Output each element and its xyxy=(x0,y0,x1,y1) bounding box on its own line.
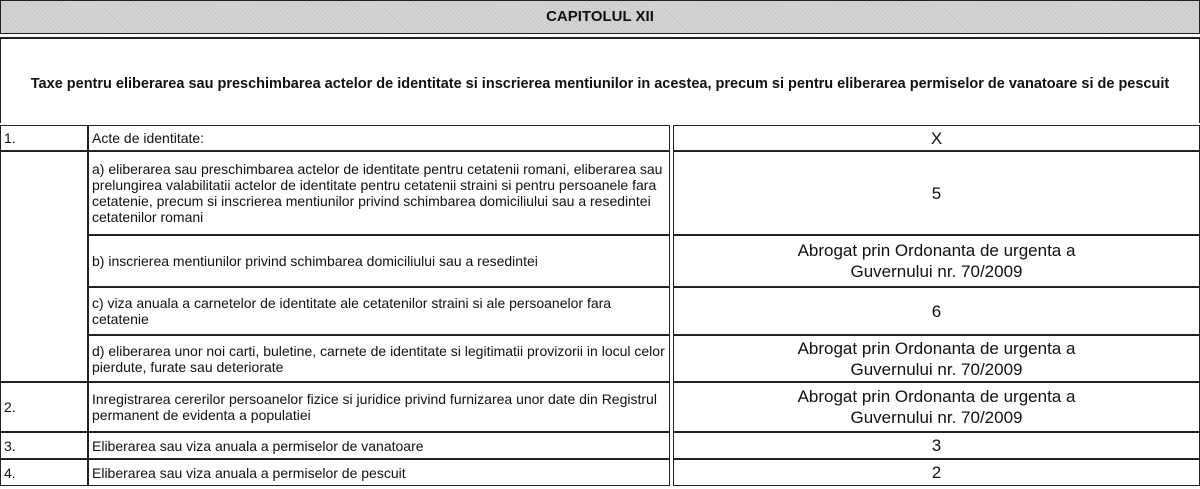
row-fee-value xyxy=(673,235,1200,287)
row-description-text: Inregistrarea cererilor persoanelor fizice si juridice privind furnizarea unor date din Registrul permanent de evidenta a populatiei xyxy=(92,391,657,423)
row-number: 2. xyxy=(0,382,88,432)
row-description xyxy=(88,382,670,432)
row-fee-value-text: Abrogat prin Ordonanta de urgenta a Guvernului nr. 70/2009 xyxy=(797,338,1076,379)
row-fee-value-text: 2 xyxy=(931,463,942,482)
row-description xyxy=(88,335,670,382)
row-description xyxy=(88,287,670,335)
row-fee-value xyxy=(673,459,1200,486)
row-fee-value-text: Abrogat prin Ordonanta de urgenta a Guvernului nr. 70/2009 xyxy=(797,387,1076,427)
row-number: 1. xyxy=(0,125,88,151)
row-number: 3. xyxy=(0,432,88,459)
row-description xyxy=(88,459,670,486)
row-description xyxy=(88,432,670,459)
row-fee-value xyxy=(673,125,1200,151)
row-number xyxy=(0,151,88,382)
row-fee-value-text: X xyxy=(930,128,943,148)
row-fee-value-text: 5 xyxy=(931,183,942,203)
row-description-text: a) eliberarea sau preschimbarea actelor de identitate pentru cetatenii romani, eliberarea sau prelungirea valabilitatii actelor de identitate pentru cetatenii straini si pentru persoanele fara cetatenie, precum si inscrierea mentiunilor privind schimbarea domiciliului sau a resedintei cetatenilor romani xyxy=(92,161,663,225)
row-description xyxy=(88,235,670,287)
row-fee-value xyxy=(673,335,1200,382)
row-description-text: Eliberarea sau viza anuala a permiselor de vanatoare xyxy=(92,437,424,454)
row-number: 4. xyxy=(0,459,88,486)
title-area xyxy=(0,37,1200,123)
row-description-text: c) viza anuala a carnetelor de identitate ale cetatenilor straini si ale persoanelor fara cetatenie xyxy=(92,295,612,327)
row-fee-value xyxy=(673,382,1200,432)
row-description-text: d) eliberarea unor noi carti, buletine, carnete de identitate si legitimatii provizorii in locul celor pierdute, furate sau deteriorate xyxy=(92,342,665,375)
row-description-text: b) inscrierea mentiunilor privind schimbarea domiciliului sau a resedintei xyxy=(92,253,538,269)
row-description xyxy=(88,151,670,235)
row-fee-value xyxy=(673,432,1200,459)
row-fee-value xyxy=(673,151,1200,235)
row-description xyxy=(88,125,670,151)
chapter-header: CAPITOLUL XII xyxy=(0,0,1200,34)
row-fee-value xyxy=(673,287,1200,335)
page-title: Taxe pentru eliberarea sau preschimbarea actelor de identitate si inscrierea mentiunilor in acestea, precum si pentru eliberarea permiselor de vanatoare si de pescuit xyxy=(30,76,1170,92)
row-description-text: Acte de identitate: xyxy=(92,130,205,146)
row-fee-value-text: 3 xyxy=(931,436,942,455)
row-fee-value-text: 6 xyxy=(931,301,942,321)
row-description-text: Eliberarea sau viza anuala a permiselor de pescuit xyxy=(92,464,406,481)
row-fee-value-text: Abrogat prin Ordonanta de urgenta a Guvernului nr. 70/2009 xyxy=(797,241,1076,281)
